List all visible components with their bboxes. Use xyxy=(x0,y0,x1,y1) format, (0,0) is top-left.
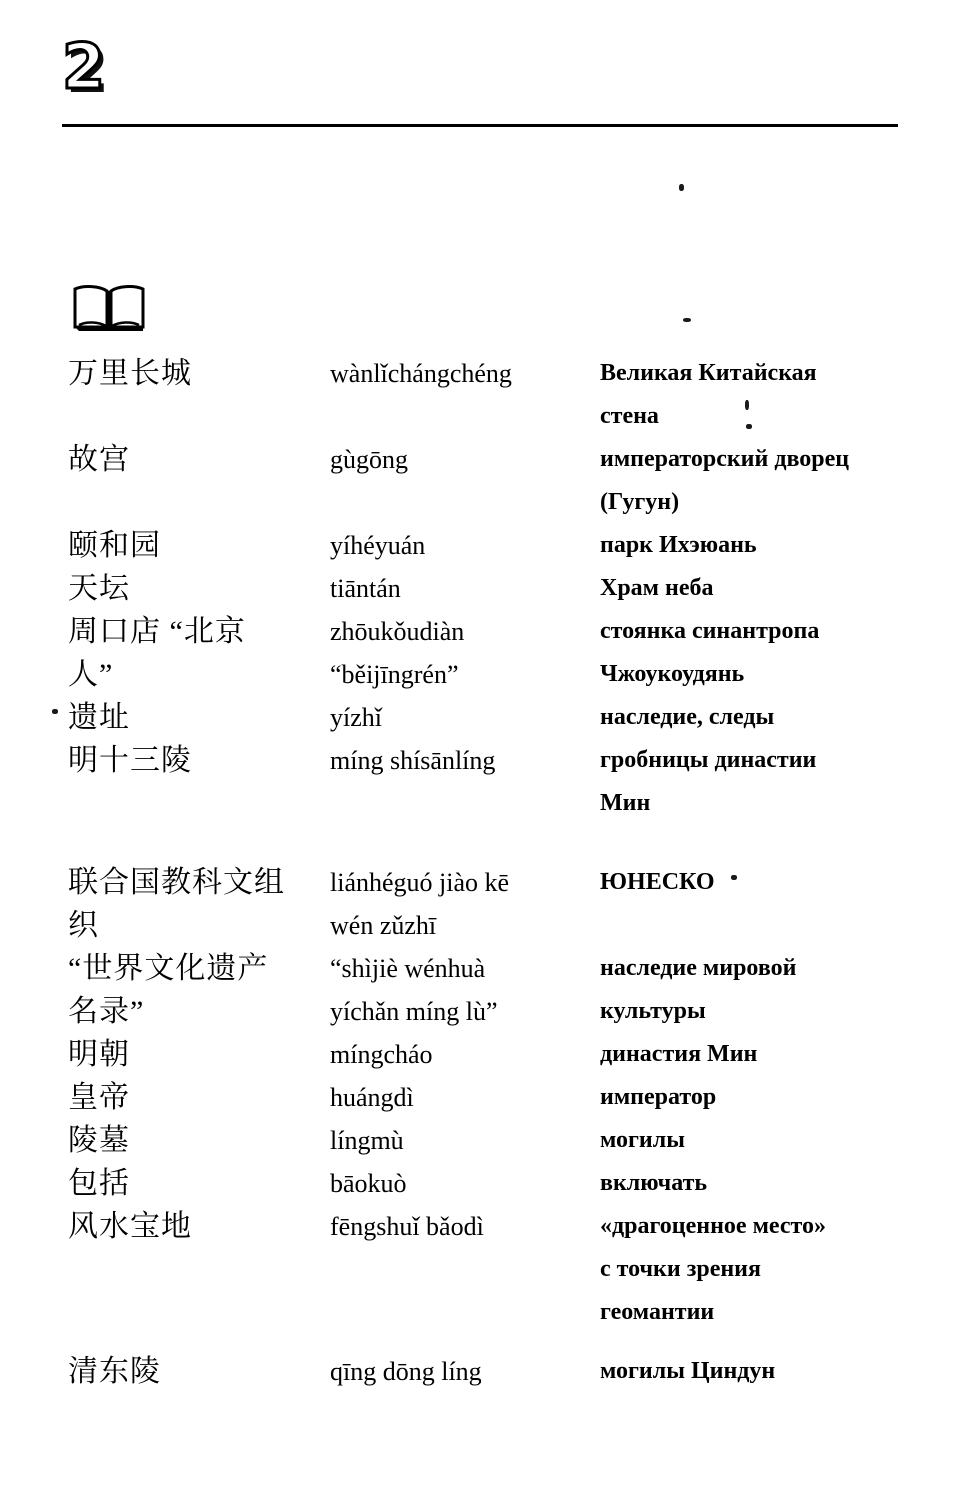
vocabulary-russian xyxy=(600,610,910,696)
page-number: 2 xyxy=(62,30,106,103)
vocabulary-hanzi xyxy=(68,1033,318,1076)
vocabulary-russian-line: «драгоценное место» xyxy=(600,1213,826,1239)
vocabulary-hanzi xyxy=(68,438,318,481)
vocabulary-russian-line: гробницы династии xyxy=(600,747,817,773)
vocabulary-russian xyxy=(600,696,910,739)
vocabulary-russian-line: императорский дворец xyxy=(600,446,850,472)
vocabulary-russian-line: Великая Китайская xyxy=(600,360,817,386)
vocabulary-hanzi xyxy=(68,567,318,610)
vocabulary-pinyin-line: gùgōng xyxy=(330,445,408,474)
vocabulary-hanzi-line: 明朝 xyxy=(68,1038,130,1071)
vocabulary-row xyxy=(0,739,960,825)
vocabulary-hanzi-line: 遗址 xyxy=(68,701,130,734)
vocabulary-hanzi xyxy=(68,1162,318,1205)
vocabulary-hanzi-line: 风水宝地 xyxy=(68,1210,192,1243)
vocabulary-hanzi xyxy=(68,352,318,395)
vocabulary-hanzi-line: 清东陵 xyxy=(68,1355,161,1388)
vocabulary-pinyin xyxy=(330,1119,592,1162)
vocabulary-row xyxy=(0,438,960,524)
vocabulary-russian-line: с точки зрения xyxy=(600,1256,761,1282)
vocabulary-pinyin xyxy=(330,610,592,696)
vocabulary-hanzi xyxy=(68,739,318,782)
vocabulary-row xyxy=(0,861,960,947)
vocabulary-pinyin xyxy=(330,947,592,1033)
vocabulary-pinyin xyxy=(330,696,592,739)
vocabulary-pinyin-line: yíhéyuán xyxy=(330,531,426,560)
vocabulary-russian-line: ЮНЕСКО xyxy=(600,869,715,895)
vocabulary-pinyin xyxy=(330,352,592,395)
vocabulary-russian-line: геомантии xyxy=(600,1299,715,1325)
vocabulary-russian xyxy=(600,1033,910,1076)
vocabulary-pinyin-line: tiāntán xyxy=(330,574,401,603)
vocabulary-russian xyxy=(600,1350,910,1393)
vocabulary-pinyin xyxy=(330,567,592,610)
vocabulary-russian xyxy=(600,524,910,567)
vocabulary-pinyin-line: wànlǐchángchéng xyxy=(330,359,512,388)
vocabulary-pinyin-line: “shìjiè wénhuà xyxy=(330,954,486,983)
vocabulary-hanzi-line: 包括 xyxy=(68,1167,130,1200)
vocabulary-hanzi xyxy=(68,610,318,696)
vocabulary-russian-line: могилы xyxy=(600,1127,685,1153)
vocabulary-hanzi-line: 明十三陵 xyxy=(68,744,192,777)
vocabulary-row xyxy=(0,1205,960,1334)
vocabulary-russian-line: Храм неба xyxy=(600,575,714,601)
vocabulary-pinyin-line: míng shísānlíng xyxy=(330,746,496,775)
scan-speckle xyxy=(683,318,691,322)
vocabulary-russian-line: наследие, следы xyxy=(600,704,775,730)
vocabulary-row xyxy=(0,696,960,739)
vocabulary-pinyin xyxy=(330,1205,592,1248)
vocabulary-hanzi xyxy=(68,947,318,1033)
vocabulary-row xyxy=(0,1162,960,1205)
vocabulary-hanzi-line: 颐和园 xyxy=(68,529,161,562)
vocabulary-pinyin xyxy=(330,861,592,947)
vocabulary-hanzi-line: 陵墓 xyxy=(68,1124,130,1157)
scan-speckle xyxy=(745,400,749,410)
vocabulary-hanzi-line: 故宫 xyxy=(68,443,130,476)
scan-speckle xyxy=(746,424,752,429)
vocabulary-row xyxy=(0,1350,960,1393)
vocabulary-russian xyxy=(600,947,910,1033)
vocabulary-russian-line: император xyxy=(600,1084,717,1110)
vocabulary-row xyxy=(0,947,960,1033)
vocabulary-russian xyxy=(600,1076,910,1119)
vocabulary-russian-line: (Гугун) xyxy=(600,489,680,515)
vocabulary-hanzi-line: “世界文化遗产 xyxy=(68,952,269,985)
vocabulary-hanzi xyxy=(68,524,318,567)
vocabulary-pinyin-line: fēngshuǐ bǎodì xyxy=(330,1212,484,1241)
vocabulary-hanzi-line: 天坛 xyxy=(68,572,130,605)
vocabulary-russian xyxy=(600,567,910,610)
vocabulary-hanzi-line: 周口店 “北京 xyxy=(68,615,246,648)
vocabulary-pinyin-line: huángdì xyxy=(330,1083,414,1112)
vocabulary-pinyin xyxy=(330,1350,592,1393)
vocabulary-russian-line: культуры xyxy=(600,998,706,1024)
vocabulary-pinyin xyxy=(330,524,592,567)
vocabulary-row xyxy=(0,524,960,567)
vocabulary-hanzi-line: 名录” xyxy=(68,995,145,1028)
scan-speckle xyxy=(731,875,737,880)
vocabulary-pinyin-line: zhōukǒudiàn xyxy=(330,617,465,646)
vocabulary-russian-line: стена xyxy=(600,403,659,429)
scan-speckle xyxy=(679,184,684,191)
vocabulary-pinyin-line: wén zǔzhī xyxy=(330,911,437,940)
vocabulary-pinyin xyxy=(330,1162,592,1205)
header-rule xyxy=(62,124,898,127)
vocabulary-row xyxy=(0,567,960,610)
vocabulary-pinyin-line: míngcháo xyxy=(330,1040,433,1069)
open-book-icon xyxy=(70,281,148,333)
vocabulary-hanzi xyxy=(68,696,318,739)
vocabulary-russian-line: династия Мин xyxy=(600,1041,758,1067)
vocabulary-pinyin-line: bāokuò xyxy=(330,1169,407,1198)
vocabulary-row xyxy=(0,1119,960,1162)
vocabulary-row xyxy=(0,352,960,438)
vocabulary-russian-line: Мин xyxy=(600,790,651,816)
vocabulary-pinyin-line: língmù xyxy=(330,1126,404,1155)
vocabulary-hanzi xyxy=(68,1205,318,1248)
vocabulary-russian xyxy=(600,1162,910,1205)
vocabulary-hanzi xyxy=(68,1119,318,1162)
vocabulary-russian xyxy=(600,1119,910,1162)
vocabulary-hanzi-line: 万里长城 xyxy=(68,357,192,390)
vocabulary-russian xyxy=(600,861,910,904)
vocabulary-pinyin xyxy=(330,1076,592,1119)
vocabulary-pinyin xyxy=(330,1033,592,1076)
vocabulary-russian xyxy=(600,352,910,438)
vocabulary-hanzi xyxy=(68,861,318,947)
vocabulary-pinyin-line: liánhéguó jiào kē xyxy=(330,868,510,897)
scan-speckle xyxy=(52,709,58,714)
vocabulary-russian xyxy=(600,438,910,524)
vocabulary-pinyin-line: yízhǐ xyxy=(330,703,382,732)
vocabulary-pinyin-line: “běijīngrén” xyxy=(330,660,459,689)
vocabulary-russian-line: наследие мировой xyxy=(600,955,797,981)
vocabulary-hanzi-line: 皇帝 xyxy=(68,1081,130,1114)
vocabulary-hanzi-line: 织 xyxy=(68,909,99,942)
vocabulary-hanzi-line: 联合国教科文组 xyxy=(68,866,285,899)
vocabulary-russian xyxy=(600,1205,910,1334)
vocabulary-pinyin xyxy=(330,438,592,481)
vocabulary-hanzi xyxy=(68,1076,318,1119)
vocabulary-russian-line: парк Ихэюань xyxy=(600,532,757,558)
vocabulary-pinyin-line: qīng dōng líng xyxy=(330,1357,482,1386)
vocabulary-russian-line: включать xyxy=(600,1170,708,1196)
vocabulary-row xyxy=(0,1076,960,1119)
vocabulary-pinyin xyxy=(330,739,592,782)
vocabulary-hanzi xyxy=(68,1350,318,1393)
vocabulary-russian xyxy=(600,739,910,825)
vocabulary-russian-line: могилы Циндун xyxy=(600,1358,776,1384)
vocabulary-russian-line: Чжоукоудянь xyxy=(600,661,745,687)
vocabulary-hanzi-line: 人” xyxy=(68,658,114,691)
vocabulary-row xyxy=(0,610,960,696)
vocabulary-russian-line: стоянка синантропа xyxy=(600,618,820,644)
vocabulary-pinyin-line: yíchǎn míng lù” xyxy=(330,997,498,1026)
vocabulary-row xyxy=(0,1033,960,1076)
